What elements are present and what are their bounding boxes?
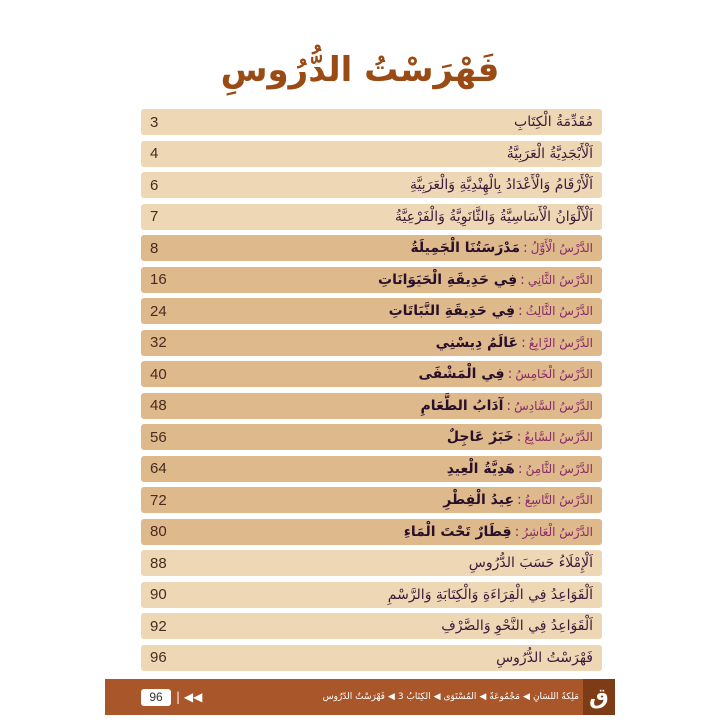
- footer-separator: | ◀◀: [176, 690, 203, 704]
- toc-entry-label: [443, 492, 593, 508]
- toc-page-number: 88: [150, 554, 167, 572]
- toc-entry-label: [404, 524, 593, 540]
- toc-entry-label: [410, 240, 593, 256]
- toc-page-number: 4: [150, 145, 159, 162]
- toc-row[interactable]: [141, 298, 602, 324]
- lesson-number: الدَّرْسُ السَّادِسُ: [514, 398, 593, 413]
- lesson-number: الدَّرْسُ الْعَاشِرُ: [522, 524, 593, 539]
- lesson-number: الدَّرْسُ الرَّابِعُ: [528, 335, 593, 350]
- lesson-separator: :: [506, 397, 512, 414]
- toc-row[interactable]: [141, 424, 602, 450]
- breadcrumb-item[interactable]: الْمُسْتَوَى: [443, 692, 477, 702]
- breadcrumb-arrow-icon: ◀: [523, 692, 530, 702]
- lesson-separator: :: [507, 366, 513, 382]
- footer-bar: [105, 679, 615, 715]
- toc-page-number: 80: [150, 523, 167, 540]
- toc-row[interactable]: [141, 172, 602, 198]
- lesson-separator: :: [517, 460, 523, 477]
- lesson-title: مَدْرَسَتُنَا الْجَمِيلَةُ: [410, 240, 521, 256]
- toc-entry-label: [418, 366, 593, 382]
- toc-row[interactable]: [141, 204, 602, 230]
- lesson-title: آدَابُ الطَّعَامِ: [420, 397, 504, 414]
- toc-row[interactable]: [141, 361, 602, 387]
- lesson-separator: :: [523, 240, 528, 256]
- toc-entry-label: [421, 398, 593, 414]
- lesson-title: عَالَمُ دِيسْنِي: [435, 334, 519, 351]
- toc-page-number: 32: [150, 334, 167, 351]
- toc-row[interactable]: [141, 645, 602, 671]
- lesson-separator: :: [516, 429, 522, 445]
- toc-entry-label: اَلْإِمْلَاءُ حَسَبَ الدُّرُوسِ: [468, 555, 593, 571]
- toc-page-number: 40: [150, 365, 167, 383]
- toc-entry-label: [378, 272, 593, 288]
- toc-entry-label: [447, 429, 593, 445]
- toc-page-number: 96: [150, 649, 167, 666]
- toc-row[interactable]: [141, 519, 602, 545]
- toc-page-number: 64: [150, 460, 167, 477]
- breadcrumb-arrow-icon: ◀: [479, 692, 487, 702]
- lesson-number: الدَّرْسُ السَّابِعُ: [524, 430, 593, 444]
- toc-row[interactable]: [141, 582, 602, 608]
- lesson-title: فِي حَدِيقَةِ النَّبَاتَاتِ: [388, 303, 516, 319]
- lesson-title: عِيدُ الْفِطْرِ: [443, 492, 515, 508]
- lesson-title: قِطَارٌ تَحْتَ الْمَاءِ: [403, 523, 512, 540]
- book-logo: ق: [583, 679, 615, 715]
- toc-entry-label: [389, 303, 593, 319]
- toc-entry-label: اَلْأَرْقَامُ وَالْأَعْدَادُ بِالْهِنْدِيَّةِ وَالْعَرَبِيَّةِ: [410, 177, 593, 193]
- breadcrumb-item[interactable]: مَلِكَةُ اللِّسَانِ: [532, 692, 579, 702]
- breadcrumb: [207, 692, 583, 702]
- breadcrumb-arrow-icon: ◀: [433, 692, 441, 702]
- toc-page-number: 92: [150, 617, 167, 635]
- toc-page-number: 48: [150, 397, 167, 414]
- toc-page-number: 72: [150, 491, 167, 509]
- toc-entry-label: اَلْأَلْوَانُ الْأَسَاسِيَّةُ وَالثَّانَوِيَّةُ وَالْفَرْعِيَّةُ: [395, 208, 593, 225]
- lesson-number: الدَّرْسُ الثَّامِنُ: [525, 461, 593, 476]
- lesson-title: فِي الْمَشْفَى: [418, 366, 505, 382]
- lesson-title: خَبَرٌ عَاجِلٌ: [446, 429, 514, 445]
- toc-entry-label: [436, 335, 593, 351]
- toc-entry-label: [447, 461, 593, 477]
- breadcrumb-arrow-icon: ◀: [387, 692, 395, 702]
- toc-page-number: 90: [150, 586, 167, 603]
- breadcrumb-item[interactable]: الْكِتَابُ 3: [397, 692, 431, 702]
- toc-row[interactable]: [141, 330, 602, 356]
- lesson-separator: :: [521, 334, 526, 351]
- toc-page-number: 3: [150, 113, 159, 131]
- toc-page-number: 8: [150, 239, 159, 257]
- page-title: فَهْرَسْتُ الدُّرُوسِ: [220, 50, 500, 90]
- lesson-separator: :: [514, 523, 520, 540]
- toc-entry-label: مُقَدِّمَةُ الْكِتَابِ: [514, 114, 593, 130]
- breadcrumb-item[interactable]: فَهْرَسْتُ الدُّرُوسِ: [322, 692, 385, 702]
- lesson-number: الدَّرْسُ التَّاسِعُ: [524, 493, 593, 507]
- page-number: 96: [141, 689, 171, 706]
- toc-row[interactable]: [141, 109, 602, 135]
- toc-row[interactable]: [141, 550, 602, 576]
- lesson-number: الدَّرْسُ الثَّالِثُ: [525, 304, 593, 318]
- toc-entry-label: اَلْقَوَاعِدُ فِي النَّحْوِ وَالصَّرْفِ: [441, 618, 593, 634]
- lesson-number: الدَّرْسُ الثَّانِي: [527, 272, 593, 287]
- toc-row[interactable]: [141, 613, 602, 639]
- lesson-separator: :: [517, 492, 522, 508]
- lesson-number: الدَّرْسُ الْخَامِسُ: [515, 367, 593, 381]
- lesson-title: فِي حَدِيقَةِ الْحَيَوَانَاتِ: [378, 271, 518, 288]
- toc-entry-label: اَلْأَبْجَدِيَّةُ الْعَرَبِيَّةُ: [506, 145, 593, 162]
- toc-entry-label: فَهْرَسْتُ الدُّرُوسِ: [496, 649, 593, 666]
- toc-row[interactable]: [141, 235, 602, 261]
- toc-page-number: 7: [150, 208, 159, 225]
- toc-page-number: 16: [150, 271, 167, 288]
- lesson-title: هَدِيَّةُ الْعِيدِ: [446, 460, 515, 477]
- toc-row[interactable]: [141, 141, 602, 167]
- toc-page-number: 6: [150, 176, 159, 194]
- toc-row[interactable]: [141, 456, 602, 482]
- toc-row[interactable]: [141, 267, 602, 293]
- breadcrumb-item[interactable]: مَجْمُوعَةٌ: [489, 692, 521, 702]
- toc-entry-label: اَلْقَوَاعِدُ فِي الْقِرَاءَةِ وَالْكِتَابَةِ وَالرَّسْمِ: [387, 586, 593, 603]
- lesson-separator: :: [518, 303, 523, 319]
- toc-page-number: 56: [150, 428, 167, 446]
- toc-row[interactable]: [141, 487, 602, 513]
- lesson-separator: :: [520, 271, 525, 288]
- toc-row[interactable]: [141, 393, 602, 419]
- lesson-number: الدَّرْسُ الْأَوَّلُ: [530, 241, 593, 255]
- toc-page-number: 24: [150, 302, 167, 320]
- table-of-contents: [141, 109, 602, 676]
